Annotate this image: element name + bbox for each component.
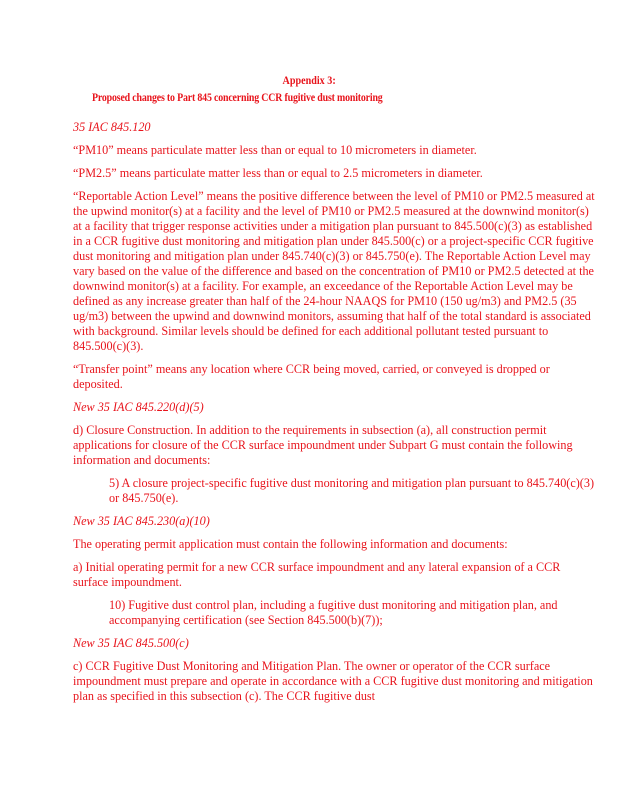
appendix-subtitle: Proposed changes to Part 845 concerning CCR fugitive dust monitoring xyxy=(92,92,383,104)
section-heading: New 35 IAC 845.230(a)(10) xyxy=(73,514,210,528)
definition-pm25: “PM2.5” means particulate matter less than or equal to 2.5 micrometers in diameter. xyxy=(73,166,483,180)
operating-permit-paragraph: The operating permit application must contain the following information and documents: xyxy=(73,537,508,551)
monitoring-plan-paragraph: c) CCR Fugitive Dust Monitoring and Mitigation Plan. The owner or operator of the CCR surface impoundment must prepare and operate in accordance with a CCR fugitive dust monitoring and mitigation plan as specified in this subsection (c). The CCR fugitive dust xyxy=(73,659,593,703)
fugitive-dust-plan-item: 10) Fugitive dust control plan, including a fugitive dust monitoring and mitigation plan, and accompanying certification (see Section 845.500(b)(7)); xyxy=(109,598,558,627)
closure-construction-paragraph: d) Closure Construction. In addition to the requirements in subsection (a), all construction permit applications for closure of the CCR surface impoundment under Subpart G must contain the following information and documents: xyxy=(73,423,573,467)
section-heading: 35 IAC 845.120 xyxy=(73,120,151,134)
definition-reportable-action-level: “Reportable Action Level” means the positive difference between the level of PM10 or PM2.5 measured at the upwind monitor(s) at a facility and the level of PM10 or PM2.5 measured at the downwind monitor(s) at a facility that trigger response activities under a mitigation plan pursuant to 845.500(c)(3) as established in a CCR fugitive dust monitoring and mitigation plan under 845.500(c) or a project-specific CCR fugitive dust monitoring and mitigation plan under 845.740(c)(3) or 845.750(e). The Reportable Action Level may vary based on the value of the difference and based on the concentration of PM10 or PM2.5 detected at the downwind monitor(s) at a facility. For example, an exceedance of the Reportable Action Level may be defined as any increase greater than half of the 24-hour NAAQS for PM10 (150 ug/m3) and PM2.5 (35 ug/m3) between the upwind and downwind monitors, assuming that half of the total standard is associated with background. Similar levels should be defined for each additional pollutant tested pursuant to 845.500(c)(3). xyxy=(73,189,595,353)
section-heading: New 35 IAC 845.220(d)(5) xyxy=(73,400,204,414)
definition-pm10: “PM10” means particulate matter less than or equal to 10 micrometers in diameter. xyxy=(73,143,477,157)
definition-transfer-point: “Transfer point” means any location where CCR being moved, carried, or conveyed is dropped or deposited. xyxy=(73,362,550,391)
section-heading: New 35 IAC 845.500(c) xyxy=(73,636,189,650)
appendix-title: Appendix 3: xyxy=(282,75,336,87)
closure-plan-item: 5) A closure project-specific fugitive dust monitoring and mitigation plan pursuant to 845.740(c)(3) or 845.750(e). xyxy=(109,476,595,505)
document-body xyxy=(73,120,598,712)
initial-operating-permit-paragraph: a) Initial operating permit for a new CCR surface impoundment and any lateral expansion of a CCR surface impoundment. xyxy=(73,560,561,589)
